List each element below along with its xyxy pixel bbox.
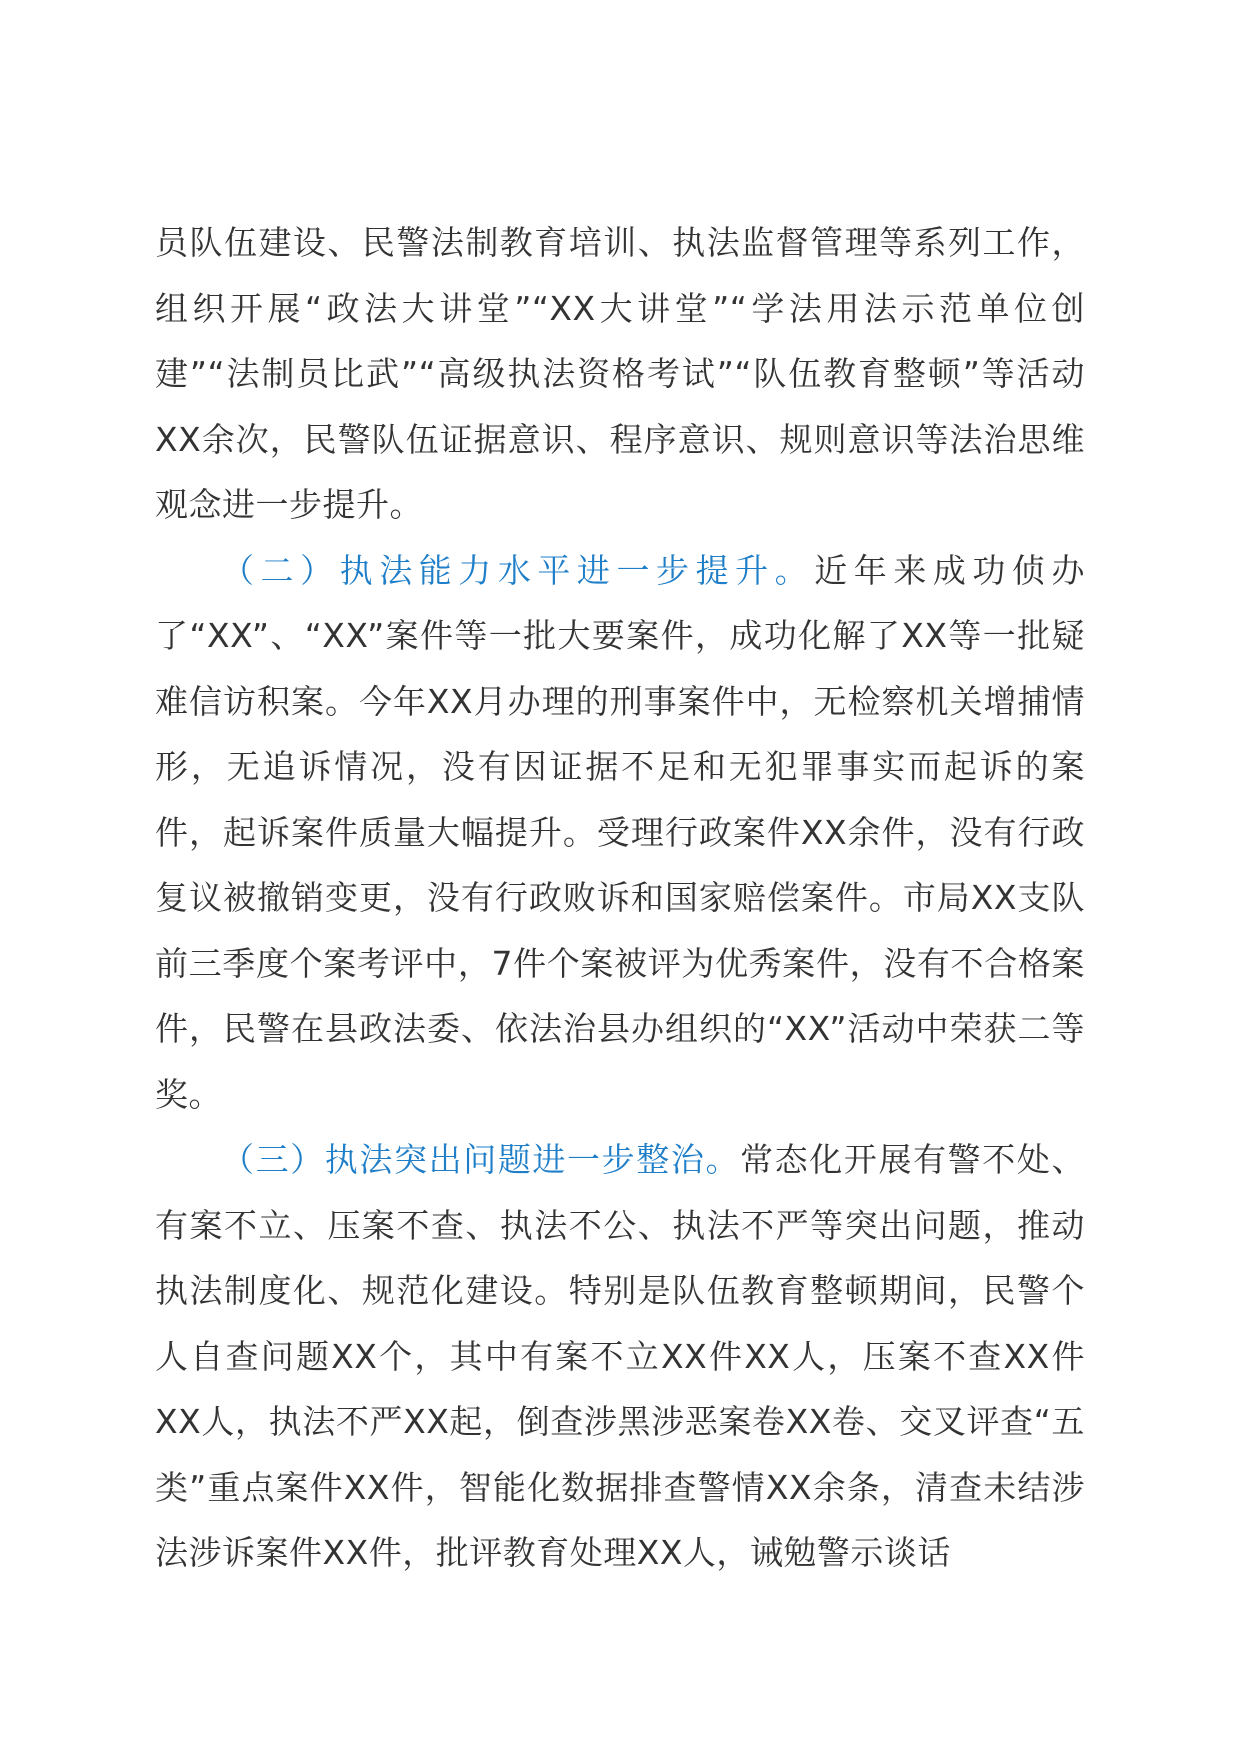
paragraph-2-text: 近年来成功侦办了“XX”、“XX”案件等一批大要案件，成功化解了XX等一批疑难信访积案。今年XX月办理的刑事案件中，无检察机关增捕情形，无追诉情况，没有因证据不足和无犯罪事实而起诉的案件，起诉案件质量大幅提升。受理行政案件XX余件，没有行政复议被撤销变更，没有行政败诉和国家赔偿案件。市局XX支队前三季度个案考评中，7件个案被评为优秀案件，没有不合格案件，民警在县政法委、依法治县办组织的“XX”活动中荣获二等奖。 [155,550,1086,1114]
section-heading-3: （三）执法突出问题进一步整治。 [221,1140,741,1179]
document-body [155,210,1085,1586]
paragraph-3-text: 常态化开展有警不处、有案不立、压案不查、执法不公、执法不严等突出问题，推动执法制度化、规范化建设。特别是队伍教育整顿期间，民警个人自查问题XX个，其中有案不立XX件XX人，压案不查XX件XX人，执法不严XX起，倒查涉黑涉恶案卷XX卷、交叉评查“五类”重点案件XX件，智能化数据排查警情XX余条，清查未结涉法涉诉案件XX件，批评教育处理XX人，诫勉警示谈话 [155,1140,1086,1572]
paragraph-2 [155,538,1085,1128]
paragraph-1-text: 员队伍建设、民警法制教育培训、执法监督管理等系列工作，组织开展“政法大讲堂”“XX大讲堂”“学法用法示范单位创建”“法制员比武”“高级执法资格考试”“队伍教育整顿”等活动XX余次，民警队伍证据意识、程序意识、规则意识等法治思维观念进一步提升。 [155,223,1085,524]
paragraph-1 [155,210,1085,538]
section-heading-2: （二）执法能力水平进一步提升。 [221,550,815,590]
paragraph-3 [155,1127,1085,1586]
